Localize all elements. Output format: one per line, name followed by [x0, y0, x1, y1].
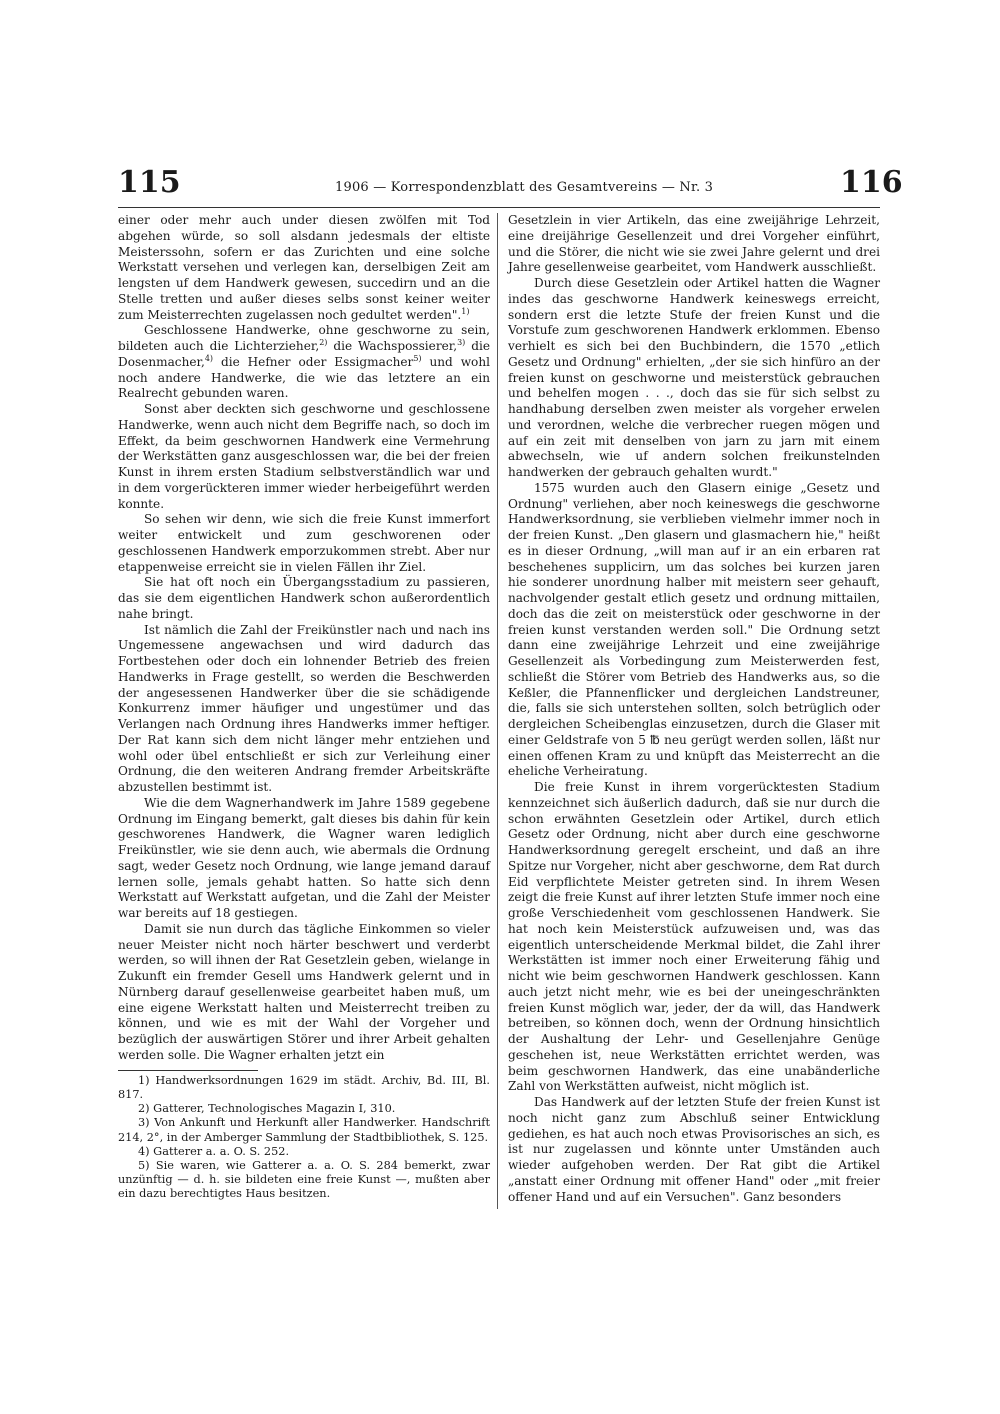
paragraph: einer oder mehr auch under diesen zwölfen mit Tod abgehen würde, so soll alsdann jedesmals der eltiste Meisterssohn, sofern er das Zurichten und eine solche Werkstatt versehen und verlegen kan, derselbigen Zeit am lengsten uf dem Handwerk gewesen, succedirn und an die Stelle tretten und außer dieses selbs sonst keiner weiter zum Meisterrechten zugelassen noch gedultet werden".$^{1)}$	[118, 213, 490, 322]
running-head: 1906 — Korrespondenzblatt des Gesamtvereins — Nr. 3	[335, 180, 714, 195]
column-divider	[497, 213, 498, 1209]
paragraph: Geschlossene Handwerke, ohne geschworne zu sein, bildeten auch die Lichterzieher,$^{2)}$ die Wachspossierer,$^{3)}$ die Dosenmacher,$^{4)}$ die Hefner oder Essigmacher$^{5)}$ und wohl noch andere Handwerke, die wie das letztere an ein Realrecht gebunden waren.	[118, 323, 490, 401]
paragraph: Ist nämlich die Zahl der Freikünstler nach und nach ins Ungemessene angewachsen und wird dadurch das Fortbestehen oder doch ein lohnender Betrieb des freien Handwerks in Frage gestellt, so werden die Beschwerden der angesessenen Handwerker über die sie schädigende Konkurrenz immer häufiger und ungestümer und das Verlangen nach Ordnung ihres Handwerks immer heftiger. Der Rat kann sich dem nicht länger mehr entziehen und wohl oder übel entschließt er sich zur Verleihung einer Ordnung, die den weiteren Andrang fremder Arbeitskräfte abzustellen bestimmt ist.	[118, 622, 490, 794]
footnote: 3) Von Ankunft und Herkunft aller Handwerker. Handschrift 214, 2°, in der Amberger Sammlung der Stadtbibliothek, S. 125.	[118, 1116, 490, 1144]
page-number-left: 115	[118, 165, 181, 200]
footnotes	[118, 1074, 490, 1201]
paragraph: Sie hat oft noch ein Übergangsstadium zu passieren, das sie dem eigentlichen Handwerk schon außerordentlich nahe bringt.	[118, 575, 490, 621]
paragraph: 1575 wurden auch den Glasern einige „Gesetz und Ordnung" verliehen, aber noch keineswegs die geschworne Handwerksordnung, sie verblieben vielmehr immer noch in der freien Kunst. „Den glasern und glasmachern hie," heißt es in dieser Ordnung, „will man auf ir an ein erbaren rat beschehenes supplicirn, um das solches bei kurzen jaren hie sonderer unordnung halber mit meistern seer gehauft, nachvolgender gestalt etlich gesetz und ordnung mittailen, doch das die zeit on meisterstück oder geschworne in der freien kunst verstanden werden soll." Die Ordnung setzt dann eine zweijährige Lehrzeit und eine zweijährige Gesellenzeit als Vorbedingung zum Meisterwerden fest, schließt die Störer vom Betrieb des Handwerks aus, so die Keßler, die Pfannenflicker und dergleichen Landstreuner, die, falls sie sich unterstehen sollten, solch betrüglich oder dergleichen Scheibenglas einzusetzen, durch die Glaser mit einer Geldstrafe von 5 ℔ neu gerügt werden sollen, läßt nur einen offenen Kram zu und knüpft das Meisterrecht an die eheliche Verheiratung.	[508, 480, 880, 779]
footnote-rule	[118, 1070, 258, 1071]
paragraph: Wie die dem Wagnerhandwerk im Jahre 1589 gegebene Ordnung im Eingang bemerkt, galt dieses bis dahin für kein geschworenes Handwerk, die Wagner waren lediglich Freikünstler, wie sie denn auch, wie abermals die Ordnung sagt, weder Gesetz noch Ordnung, wie lange jemand darauf lernen solle, jemals gehabt hatten. So hatte sich denn Werkstatt auf Werkstatt aufgetan, und die Zahl der Meister war bereits auf 18 gestiegen.	[118, 795, 490, 920]
left-column	[118, 213, 490, 1064]
footnote: 1) Handwerksordnungen 1629 im städt. Archiv, Bd. III, Bl. 817.	[118, 1074, 490, 1102]
paragraph: Damit sie nun durch das tägliche Einkommen so vieler neuer Meister nicht noch härter beschwert und verderbt werden, so will ihnen der Rat Gesetzlein geben, wielange in Zukunft ein fremder Gesell ums Handwerk gelernt und in Nürnberg darauf gesellenweise gearbeitet haben muß, um eine eigene Werkstatt halten und Meisterrecht treiben zu können, und wie es mit der Wahl der Vorgeher und bezüglich der auswärtigen Störer und ihrer Arbeit gehalten werden solle. Die Wagner erhalten jetzt ein	[118, 921, 490, 1062]
footnote: 5) Sie waren, wie Gatterer a. a. O. S. 284 bemerkt, zwar unzünftig — d. h. sie bildeten eine freie Kunst —, mußten aber ein dazu berechtigtes Haus besitzen.	[118, 1158, 490, 1200]
paragraph: Die freie Kunst in ihrem vorgerücktesten Stadium kennzeichnet sich äußerlich dadurch, daß sie nur durch die schon erwähnten Gesetzlein oder Artikel, durch etlich Gesetz oder Ordnung, nicht aber durch eine geschworne Handwerksordnung geregelt erscheint, und daß an ihre Spitze nur Vorgeher, nicht aber geschworne, dem Rat durch Eid verpflichtete Meister getreten sind. In ihrem Wesen zeigt die freie Kunst auf ihrer letzten Stufe immer noch eine große Verschiedenheit vom geschlossenen Handwerk. Sie hat noch kein Meisterstück aufzuweisen und, was das eigentlich unterscheidende Merkmal bildet, die Zahl ihrer Werkstätten ist immer noch einer Erweiterung fähig und nicht wie beim geschwornen Handwerk geschlossen. Kann auch jetzt nicht mehr, wie es bei der uneingeschränkten freien Kunst möglich war, jeder, der da will, das Handwerk betreiben, so können doch, wenn der Ordnung hinsichtlich der Aushaltung der Lehr- und Gesellenjahre Genüge geschehen ist, neue Werkstätten errichtet werden, was beim geschwornen Handwerk, das eine unabänderliche Zahl von Werkstätten aufweist, nicht möglich ist.	[508, 780, 880, 1094]
footnote: 2) Gatterer, Technologisches Magazin I, 310.	[138, 1102, 396, 1116]
footnote: 4) Gatterer a. a. O. S. 252.	[138, 1144, 290, 1158]
paragraph: Durch diese Gesetzlein oder Artikel hatten die Wagner indes das geschworne Handwerk keineswegs erreicht, sondern erst die letzte Stufe der freien Kunst und die Vorstufe zum geschworenen Handwerk erklommen. Ebenso verhielt es sich bei den Buchbindern, die 1570 „etlich Gesetz und Ordnung" erhielten, „der sie sich hinfüro an der freien kunst on geschworne und meisterstück gebrauchen und behelfen mogen . . ., doch das sie für sich selbst zu handhabung derselben zwen meister als vorgeher erwelen und verordnen, welche die verbrecher ruegen mögen und auf ein zeit mit denselben von jarn zu jarn mit einem abwechseln, wie uf andern solchen freikunstelnden handwerken der gebrauch gehalten wurdt."	[508, 276, 880, 479]
paragraph: Gesetzlein in vier Artikeln, das eine zweijährige Lehrzeit, eine dreijährige Gesellenzeit und drei Vorgeher einführt, und die Störer, die nicht wie sie zwei Jahre gelernt und drei Jahre gesellenweise gearbeitet, vom Handwerk ausschließt.	[508, 213, 880, 275]
header-rule	[118, 207, 880, 208]
page-number-right: 116	[840, 165, 903, 200]
paragraph: So sehen wir denn, wie sich die freie Kunst immerfort weiter entwickelt und zum geschworenen oder geschlossenen Handwerk emporzukommen strebt. Aber nur etappenweise erreicht sie in vielen Fällen ihr Ziel.	[118, 512, 490, 574]
paragraph: Das Handwerk auf der letzten Stufe der freien Kunst ist noch nicht ganz zum Abschluß seiner Entwicklung gediehen, es hat auch noch etwas Provisorisches an sich, es ist nur zugelassen und könnte unter Umständen auch wieder aufgehoben werden. Der Rat gibt die Artikel „anstatt einer Ordnung mit offener Hand" oder „mit freier offener Hand und auf ein Versuchen". Ganz besonders	[508, 1095, 880, 1204]
paragraph: Sonst aber deckten sich geschworne und geschlossene Handwerke, wenn auch nicht dem Begriffe nach, so doch im Effekt, da beim geschwornen Handwerk eine Vermehrung der Werkstätten ganz ausgeschlossen war, die bei der freien Kunst in ihrem ersten Stadium selbstverständlich war und in dem vorgerückteren immer wieder herbeigeführt werden konnte.	[118, 402, 490, 511]
right-column	[508, 213, 880, 1205]
